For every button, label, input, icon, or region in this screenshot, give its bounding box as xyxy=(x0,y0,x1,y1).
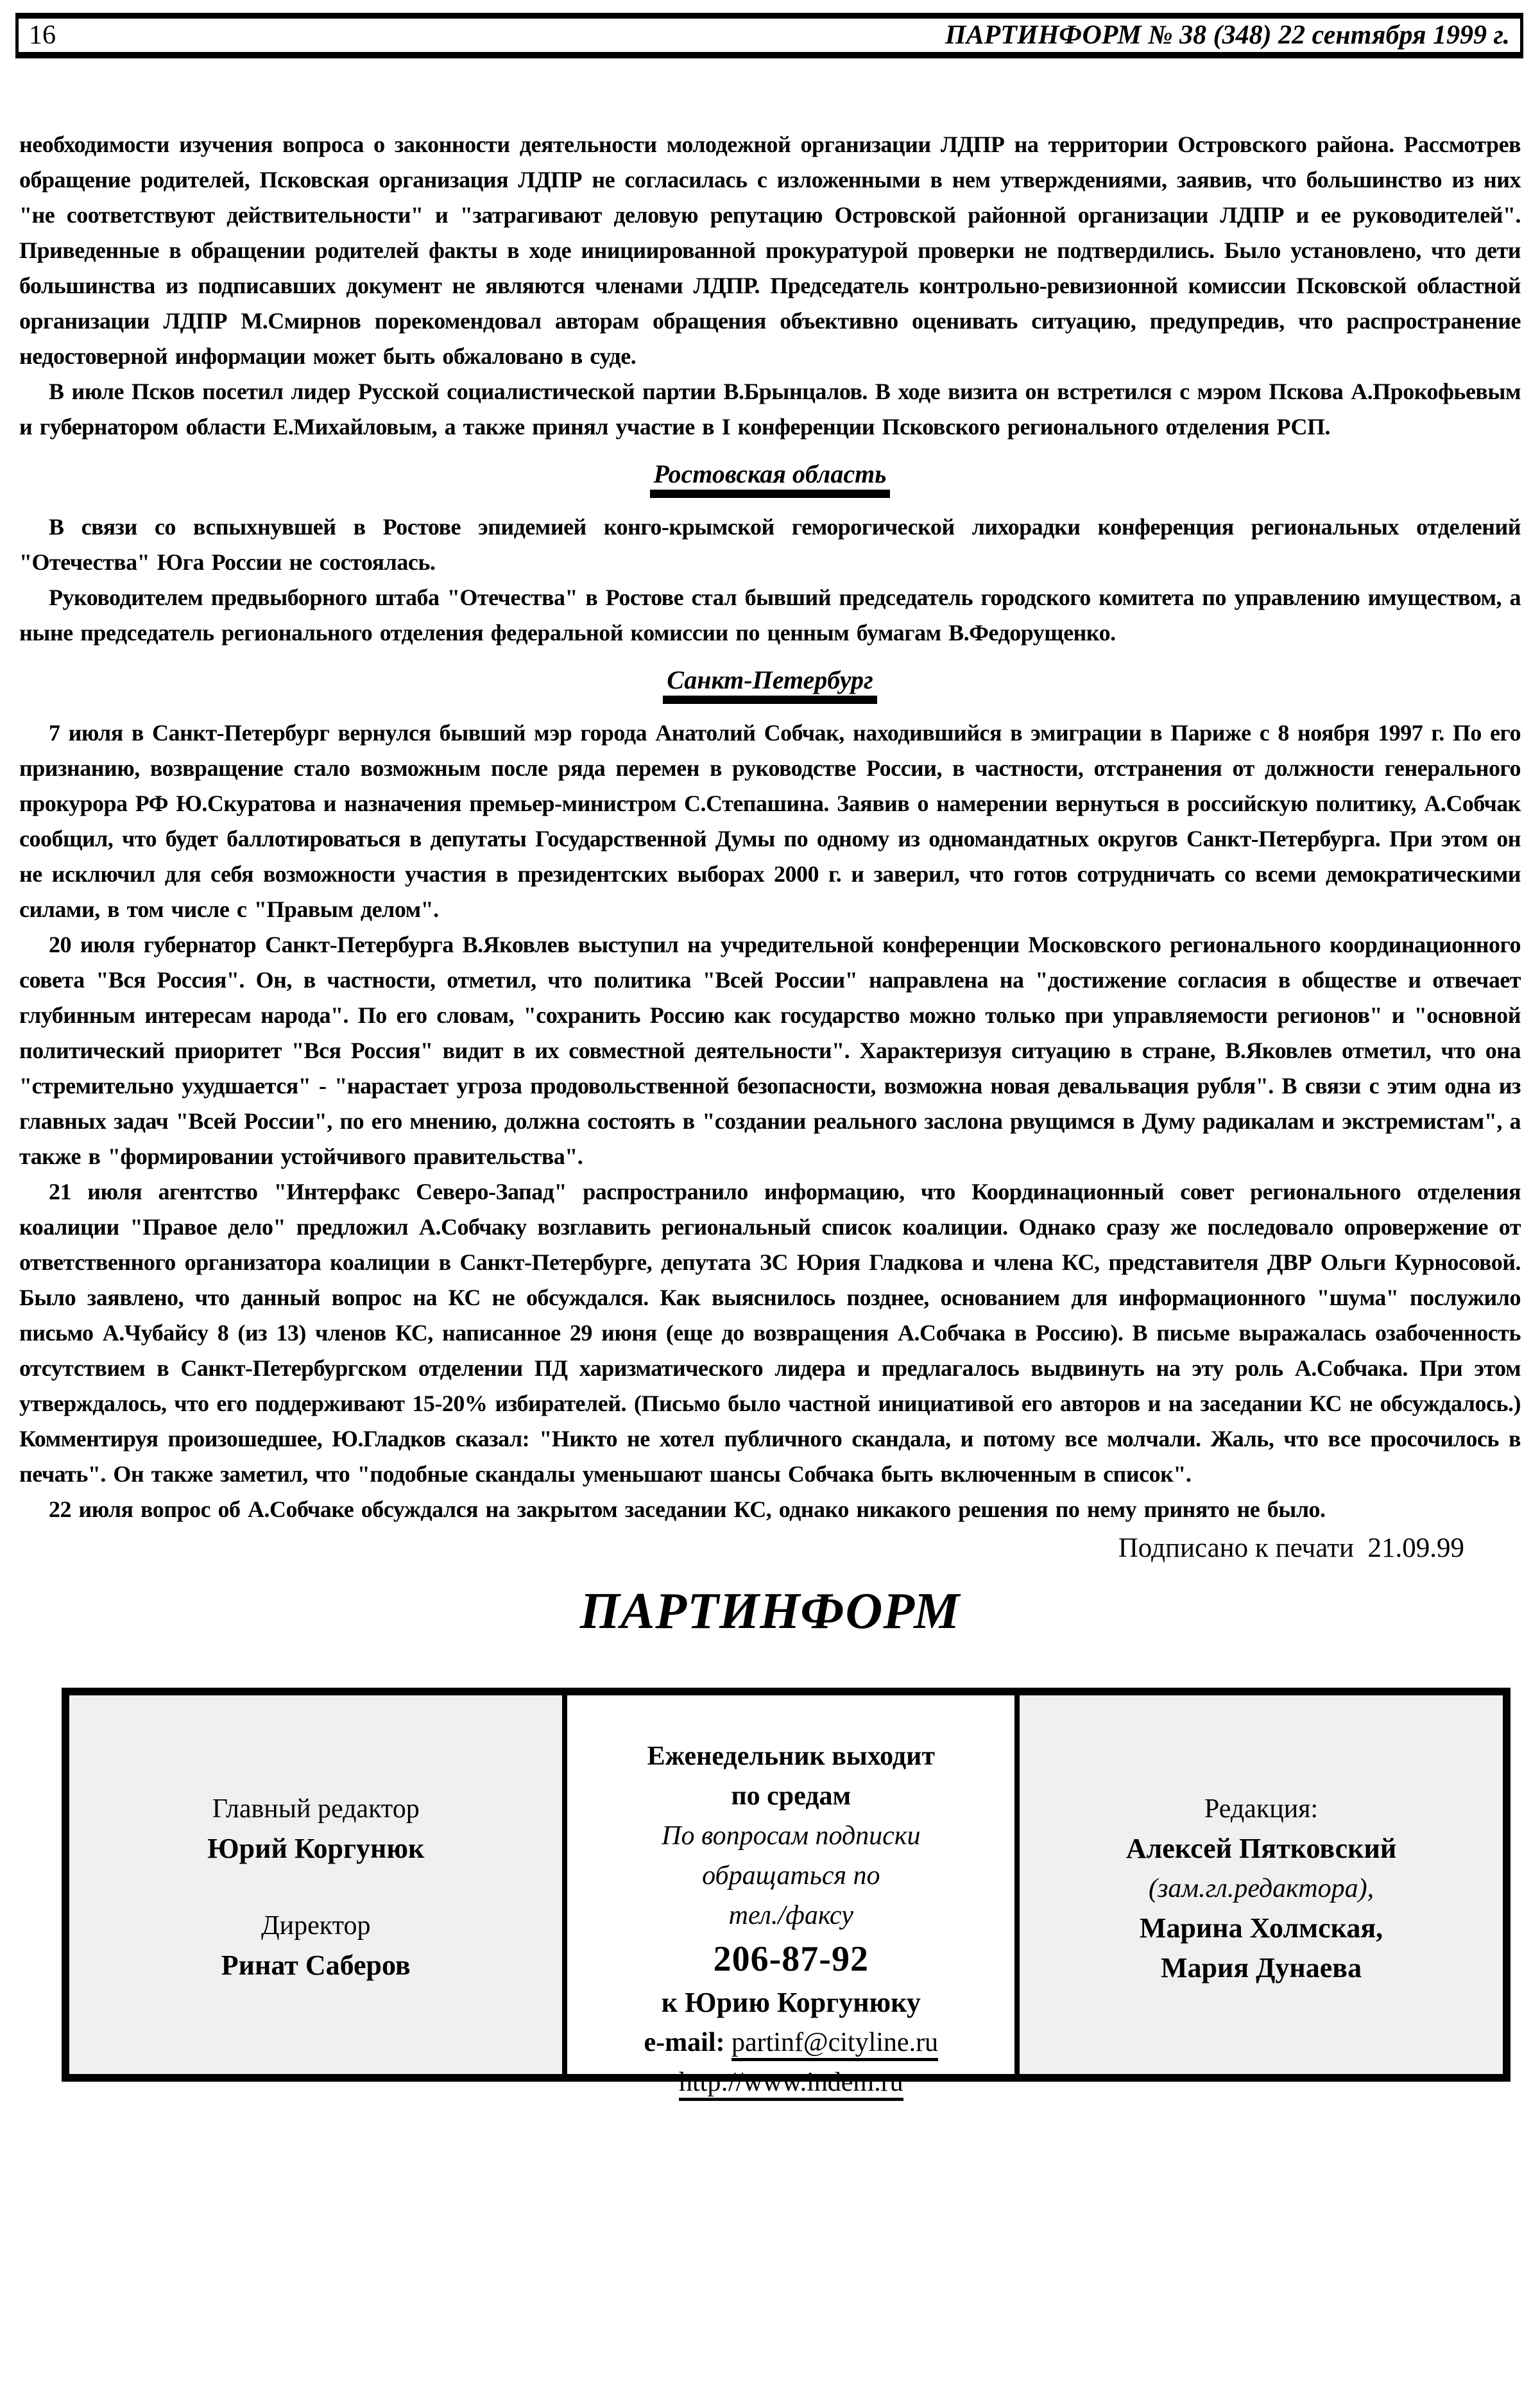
schedule-line-1: Еженедельник выходит xyxy=(647,1742,935,1771)
email-label: e-mail: xyxy=(644,2028,725,2057)
editorial-member-3: Мария Дунаева xyxy=(1161,1952,1362,1984)
subscription-line-2: обращаться по xyxy=(702,1861,880,1890)
section-heading: Ростовская область xyxy=(650,461,891,498)
colophon-editorial-cell xyxy=(1020,1695,1503,2074)
schedule-line-2: по средам xyxy=(731,1781,851,1811)
masthead-title: ПАРТИНФОРМ xyxy=(579,1583,961,1640)
body-paragraph: 22 июля вопрос об А.Собчаке обсуждался на закрытом заседании КС, однако никакого решения по нему принято не было. xyxy=(49,1496,1326,1522)
body-paragraph: 20 июля губернатор Санкт-Петербурга В.Яковлев выступил на учредительной конференции Московского регионального координационного совета "Вся Россия". Он, в частности, отметил, что политика "Всей России" направлена на "достижение согласия в обществе и отвечает глубинным интересам народа". По его словам, "сохранить Россию как государство можно только при управляемости регионов" и "основной политический приоритет "Вся Россия" видит в их совместной деятельности". Характеризуя ситуацию в стране, В.Яковлев отметил, что она "стремительно ухудшается" - "нарастает угроза продовольственной безопасности, возможна новая девальвация рубля". В связи с этим одна из главных задач "Всей России", по его мнению, должна состоять в "создании реального заслона рвущимся в Думу радикалам и экстремистам", а также в "формировании устойчивого правительства". xyxy=(19,932,1521,1169)
colophon-subscription-cell xyxy=(562,1695,1020,2097)
editorial-title: Редакция: xyxy=(1204,1794,1319,1824)
director-name: Ринат Саберов xyxy=(221,1949,411,1981)
body-paragraph: 7 июля в Санкт-Петербург вернулся бывший мэр города Анатолий Собчак, находившийся в эмиграции в Париже с 8 ноября 1997 г. По его признанию, возвращение стало возможным после ряда перемен в руководстве России, в частности, отстранения от должности генерального прокурора РФ Ю.Скуратова и назначения премьер-министром С.Степашина. Заявив о намерении вернуться в российскую политику, А.Собчак сообщил, что будет баллотироваться в депутаты Государственной Думы по одному из одномандатных округов Санкт-Петербурга. При этом он не исключил для себя возможности участия в президентских выборах 2000 г. и заверил, что готов сотрудничать со всеми демократическими силами, в том числе с "Правым делом". xyxy=(19,720,1521,922)
subscription-line-1: По вопросам подписки xyxy=(662,1821,921,1851)
body-paragraph: Руководителем предвыборного штаба "Отечества" в Ростове стал бывший председатель городского комитета по управлению имуществом, а ныне председатель регионального отделения федеральной комиссии по ценным бумагам В.Федорущенко. xyxy=(19,585,1521,646)
signed-to-print: Подписано к печати 21.09.99 xyxy=(1118,1533,1464,1563)
colophon-table xyxy=(62,1688,1510,2097)
editorial-member-1-note: (зам.гл.редактора), xyxy=(1149,1874,1374,1903)
body-paragraph: В связи со вспыхнувшей в Ростове эпидемией конго-крымской геморогической лихорадки конференция региональных отделений "Отечества" Юга России не состоялась. xyxy=(19,514,1521,575)
editorial-member-2: Марина Холмская, xyxy=(1139,1912,1383,1944)
subscription-line-3: тел./факсу xyxy=(728,1901,853,1930)
article-body xyxy=(19,127,1521,1527)
section-heading-row xyxy=(19,461,1521,498)
director-role: Директор xyxy=(261,1911,371,1941)
body-paragraph: необходимости изучения вопроса о законности деятельности молодежной организации ЛДПР на территории Островского района. Рассмотрев обращение родителей, Псковская организация ЛДПР не согласилась с изложенными в нем утверждениями, заявив, что большинство из них "не соответствуют действительности" и "затрагивают деловую репутацию Островской районной организации ЛДПР и ее руководителей". Приведенные в обращении родителей факты в ходе инициированной прокуратурой проверки не подтвердились. Было установлено, что дети большинства из подписавших документ не являются членами ЛДПР. Председатель контрольно-ревизионной комиссии Псковской областной организации ЛДПР М.Смирнов порекомендовал авторам обращения объективно оценивать ситуацию, предупредив, что распространение недостоверной информации может быть обжаловано в суде. xyxy=(19,132,1521,369)
email-line xyxy=(567,2023,1014,2062)
editorial-member-1: Алексей Пятковский xyxy=(1125,1833,1397,1864)
section-heading-row xyxy=(19,667,1521,704)
spacer xyxy=(69,1869,562,1906)
colophon-editors-cell xyxy=(69,1695,562,2074)
issue-title: ПАРТИНФОРМ № 38 (348) 22 сентября 1999 г. xyxy=(945,21,1510,50)
section-heading: Санкт-Петербург xyxy=(663,667,877,704)
email-address: partinf@cityline.ru xyxy=(732,2028,938,2061)
contact-person: к Юрию Коргунюку xyxy=(661,1987,921,2018)
body-paragraph: 21 июля агентство "Интерфакс Северо-Запад" распространило информацию, что Координационный совет регионального отделения коалиции "Правое дело" предложил А.Собчаку возглавить региональный список коалиции. Однако сразу же последовало опровержение от ответственного организатора коалиции в Санкт-Петербурге, депутата ЗС Юрия Гладкова и члена КС, представителя ДВР Ольги Курносовой. Было заявлено, что данный вопрос на КС не обсуждался. Как выяснилось позднее, основанием для информационного "шума" послужило письмо А.Чубайсу 8 (из 13) членов КС, написанное 29 июня (еще до возвращения А.Собчака в Россию). В письме выражалась озабоченность отсутствием в Санкт-Петербургском отделении ПД харизматического лидера и предлагалось выдвинуть на эту роль А.Собчака. При этом утверждалось, что его поддерживают 15-20% избирателей. (Письмо было частной инициативой его авторов и на заседании КС не обсуждалось.) Комментируя произошедшее, Ю.Гладков сказал: "Никто не хотел публичного скандала, и потому все молчали. Жаль, что все просочилось в печать". Он также заметил, что "подобные скандалы уменьшают шансы Собчака быть включенным в список". xyxy=(19,1179,1521,1487)
editor-role: Главный редактор xyxy=(212,1794,420,1824)
running-header xyxy=(15,13,1523,58)
phone-number: 206-87-92 xyxy=(713,1939,869,1979)
page-number: 16 xyxy=(29,21,56,50)
body-paragraph: В июле Псков посетил лидер Русской социалистической партии В.Брынцалов. В ходе визита он встретился с мэром Пскова А.Прокофьевым и губернатором области Е.Михайловым, а также принял участие в I конференции Псковского регионального отделения РСП. xyxy=(19,379,1521,440)
website-url: http://www.indem.ru xyxy=(679,2068,903,2101)
website-line xyxy=(567,2062,1014,2102)
editor-name: Юрий Коргунюк xyxy=(207,1833,425,1864)
